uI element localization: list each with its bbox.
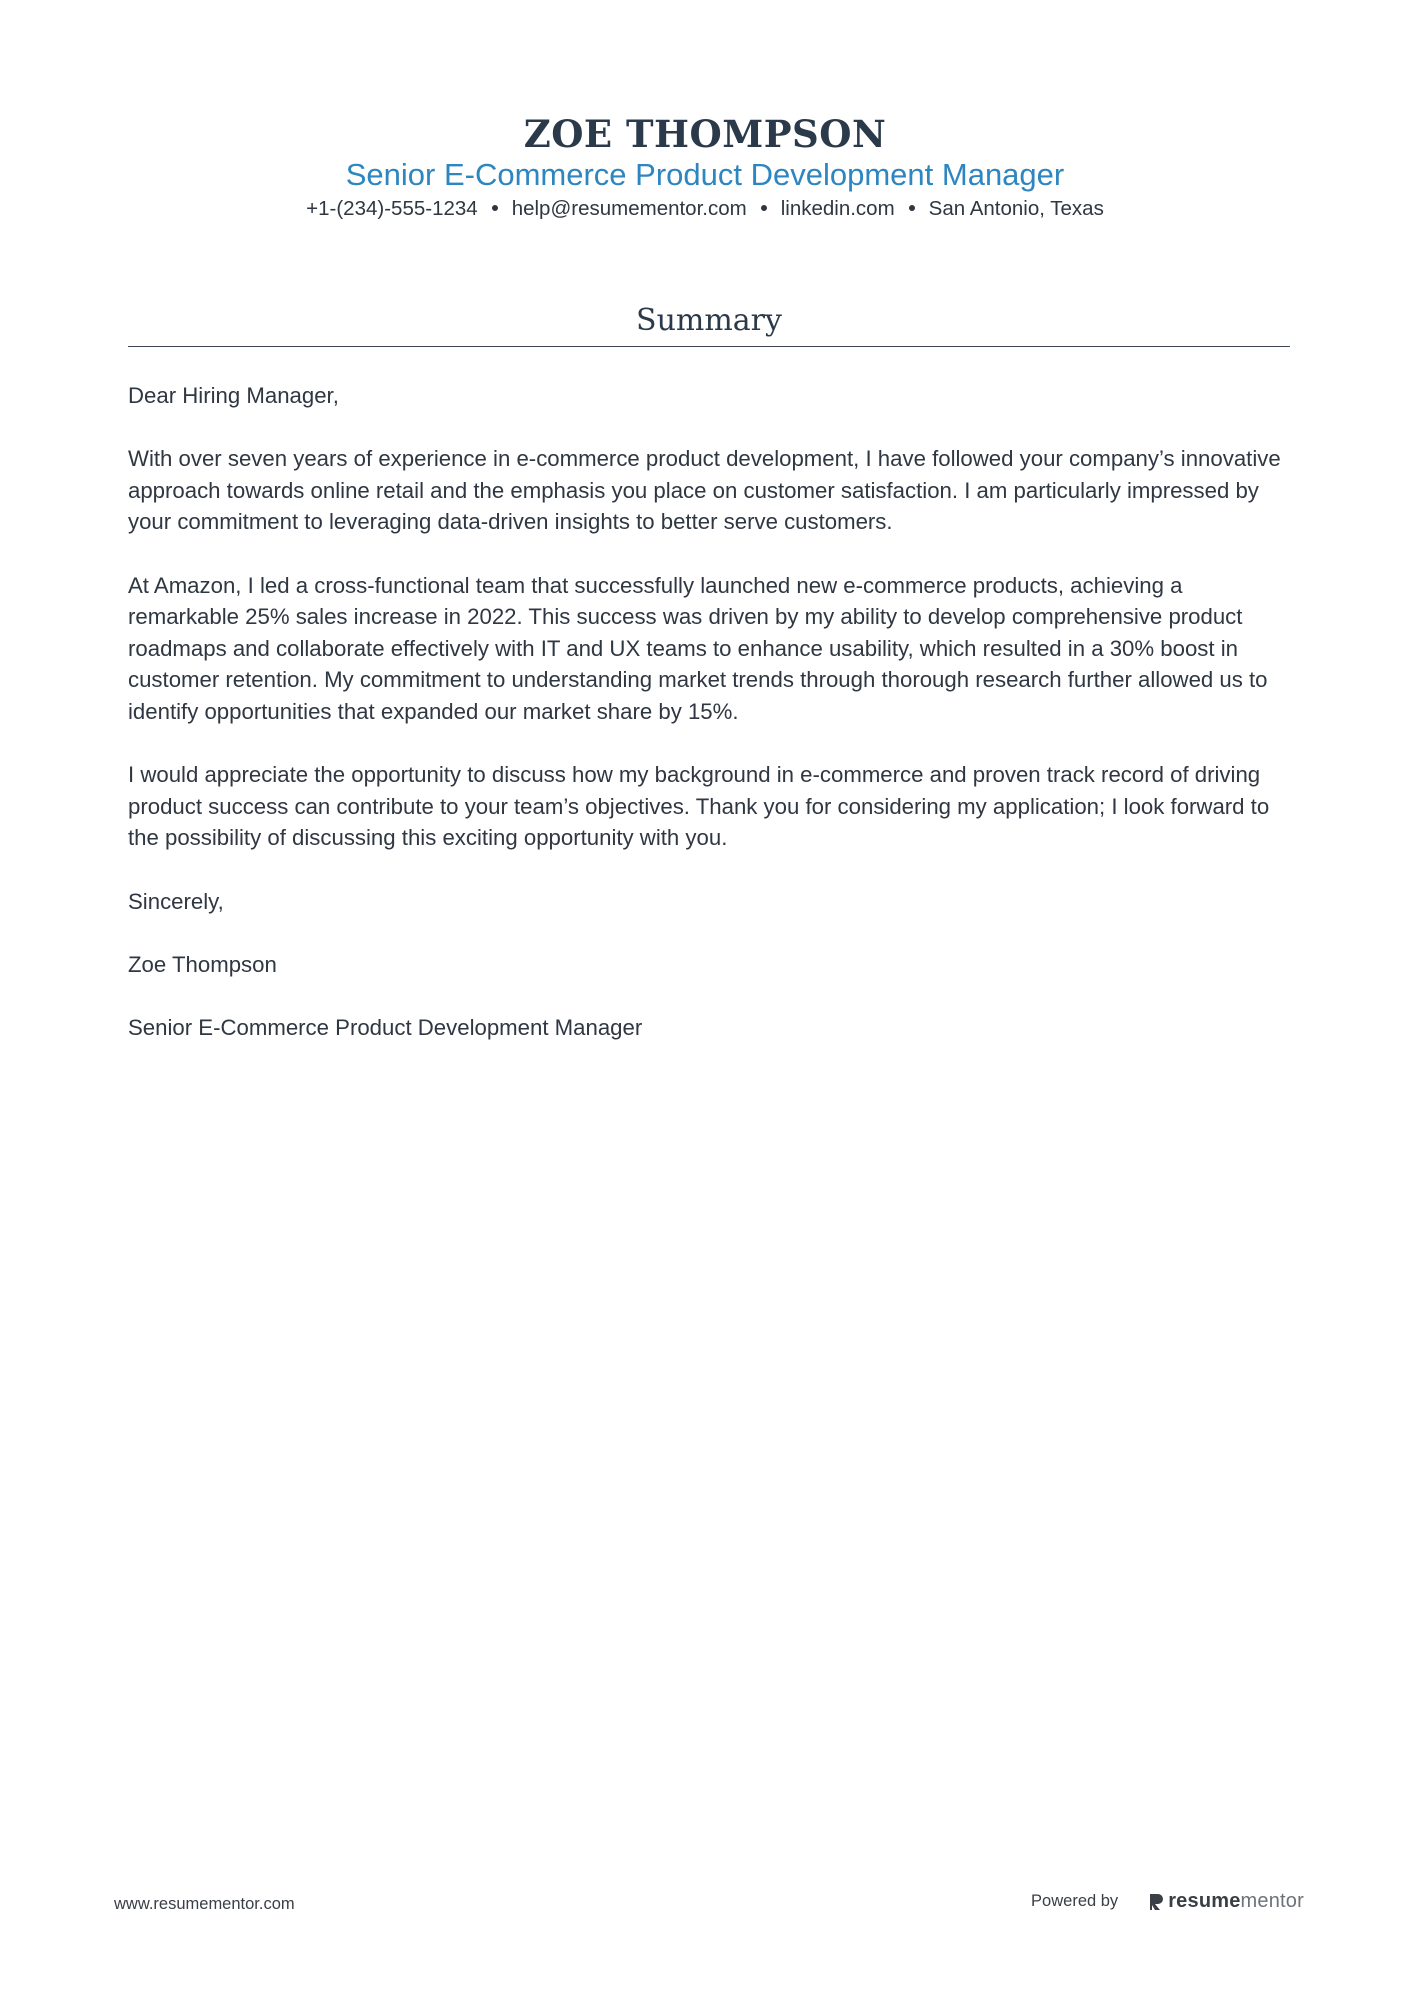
- candidate-name: ZOE THOMPSON: [523, 112, 887, 156]
- resumementor-logo-icon: [1148, 1892, 1164, 1912]
- letter-body: [128, 380, 1290, 1075]
- brand-text-resume: resume: [1168, 1890, 1241, 1912]
- contact-line: [0, 194, 1410, 224]
- contact-location: San Antonio, Texas: [928, 197, 1104, 220]
- footer-branding: [1031, 1890, 1304, 1913]
- signature-name: Zoe Thompson: [128, 951, 277, 977]
- contact-linkedin[interactable]: linkedin.com: [780, 197, 895, 220]
- header: [0, 112, 1410, 224]
- closing: Sincerely,: [128, 888, 224, 914]
- footer-website[interactable]: www.resumementor.com: [114, 1895, 295, 1913]
- resumementor-logo[interactable]: [1148, 1890, 1304, 1913]
- signature-title: Senior E-Commerce Product Development Manager: [128, 1014, 643, 1040]
- brand-text-mentor: mentor: [1240, 1890, 1304, 1912]
- letter-paragraph: At Amazon, I led a cross-functional team that successfully launched new e-commerce products, achieving a remarkable 25% sales increase in 2022. This success was driven by my ability to develop comprehensive product roadmaps and collaborate effectively with IT and UX teams to enhance usability, which resulted in a 30% boost in customer retention. My commitment to understanding market trends through thorough research further allowed us to identify opportunities that expanded our market share by 15%.: [128, 572, 1268, 724]
- salutation: Dear Hiring Manager,: [128, 383, 339, 408]
- letter-paragraph: With over seven years of experience in e-commerce product development, I have followed your company’s innovative approach towards online retail and the emphasis you place on customer satisfaction. I am particularly impressed by your commitment to leveraging data-driven insights to better serve customers.: [128, 446, 1281, 535]
- bullet-separator: [909, 205, 915, 211]
- contact-email[interactable]: help@resumementor.com: [511, 197, 747, 220]
- section-heading-summary: [128, 302, 1290, 347]
- bullet-separator: [761, 205, 767, 211]
- section-heading-text: Summary: [636, 303, 782, 338]
- candidate-title: Senior E-Commerce Product Development Manager: [345, 157, 1065, 192]
- powered-by-label: Powered by: [1031, 1892, 1119, 1910]
- contact-phone[interactable]: +1-(234)-555-1234: [306, 197, 478, 220]
- bullet-separator: [492, 205, 498, 211]
- letter-paragraph: I would appreciate the opportunity to discuss how my background in e-commerce and proven track record of driving product success can contribute to your team’s objectives. Thank you for considering my application; I look forward to the possibility of discussing this exciting opportunity with you.: [128, 762, 1270, 851]
